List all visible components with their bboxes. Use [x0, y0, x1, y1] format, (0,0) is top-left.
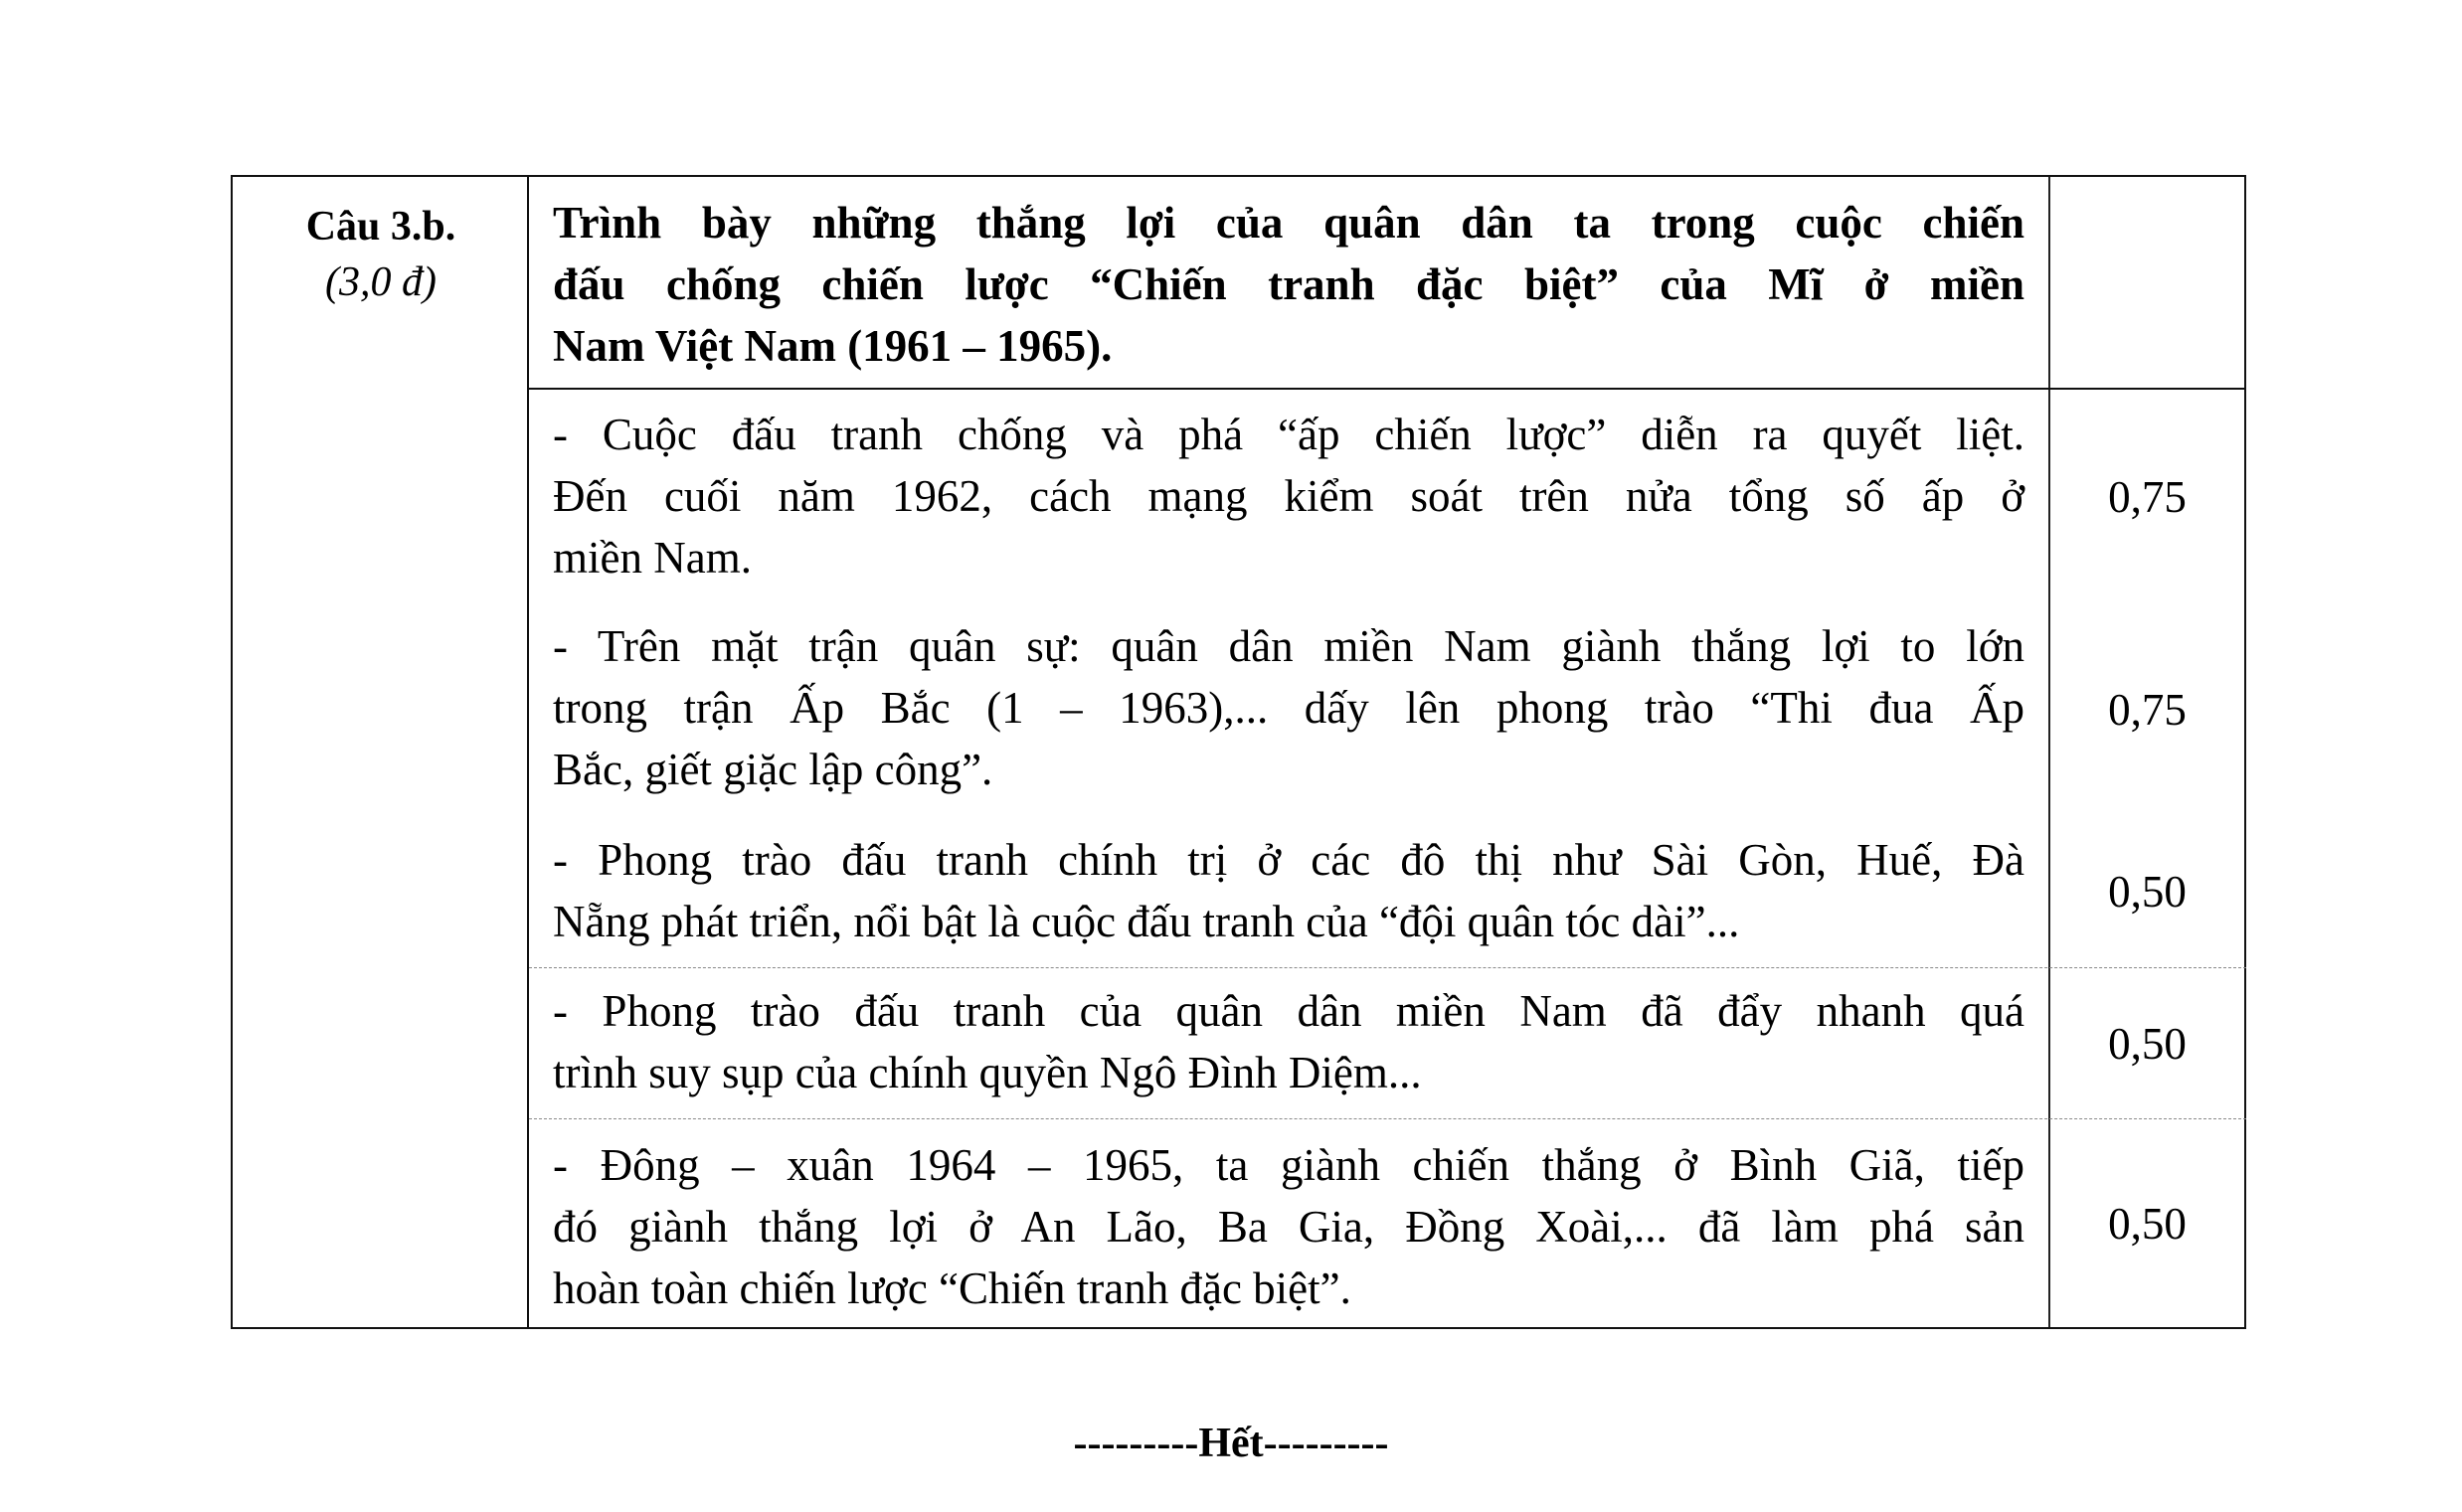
- end-marker: ---------Hết---------: [1073, 1421, 1389, 1466]
- answer-line: trong trận Ấp Bắc (1 – 1963),... dấy lên phong trào “Thi đua Ấp: [553, 683, 2024, 733]
- answer-text: [553, 404, 2024, 588]
- answer-line: - Phong trào đấu tranh chính trị ở các đô thị như Sài Gòn, Huế, Đà: [553, 835, 2024, 885]
- answer-line: - Trên mặt trận quân sự: quân dân miền Nam giành thắng lợi to lớn: [553, 621, 2024, 671]
- answer-text: [553, 615, 2024, 800]
- answer-score: 0,50: [2108, 1018, 2187, 1069]
- prompt-row: [529, 177, 2246, 390]
- prompt-line: Trình bày những thắng lợi của quân dân ta trong cuộc chiến: [553, 198, 2024, 248]
- answer-line: Nẵng phát triển, nổi bật là cuộc đấu tranh của “đội quân tóc dài”...: [553, 897, 1740, 946]
- prompt-line: đấu chống chiến lược “Chiến tranh đặc biệt” của Mĩ ở miền: [553, 259, 2024, 309]
- answer-row: [529, 968, 2246, 1119]
- question-points: (3,0 đ): [325, 259, 437, 305]
- answer-line: - Đông – xuân 1964 – 1965, ta giành chiến thắng ở Bình Giã, tiếp: [553, 1140, 2024, 1190]
- prompt-score-cell: [2048, 177, 2246, 388]
- answer-row: [529, 390, 2246, 603]
- answer-score: 0,50: [2108, 867, 2187, 917]
- answer-line: miền Nam.: [553, 533, 752, 583]
- answer-text: [553, 1134, 2024, 1319]
- answer-line: Đến cuối năm 1962, cách mạng kiểm soát trên nửa tổng số ấp ở: [553, 471, 2024, 521]
- question-label: Câu 3.b.: [305, 204, 456, 250]
- prompt-text: [553, 192, 2024, 377]
- answer-line: - Phong trào đấu tranh của quân dân miền Nam đã đẩy nhanh quá: [553, 986, 2024, 1036]
- answer-line: Bắc, giết giặc lập công”.: [553, 745, 993, 794]
- answer-line: hoàn toàn chiến lược “Chiến tranh đặc biệt”.: [553, 1263, 1351, 1313]
- answer-text: [553, 980, 2024, 1103]
- answer-score: 0,75: [2108, 471, 2187, 522]
- answer-line: trình suy sụp của chính quyền Ngô Đình Diệm...: [553, 1048, 1422, 1097]
- answer-score: 0,50: [2108, 1198, 2187, 1249]
- answer-line: - Cuộc đấu tranh chống và phá “ấp chiến lược” diễn ra quyết liệt.: [553, 410, 2024, 459]
- answer-key-table: [231, 175, 2246, 1329]
- answer-text: [553, 829, 2024, 952]
- answer-line: đó giành thắng lợi ở An Lão, Ba Gia, Đồng Xoài,... đã làm phá sản: [553, 1202, 2024, 1252]
- answer-row: [529, 816, 2246, 968]
- question-cell: [233, 177, 529, 1327]
- answer-score: 0,75: [2108, 685, 2187, 735]
- answer-row: [529, 603, 2246, 816]
- prompt-line: Nam Việt Nam (1961 – 1965).: [553, 321, 1113, 371]
- answer-row: [529, 1119, 2246, 1327]
